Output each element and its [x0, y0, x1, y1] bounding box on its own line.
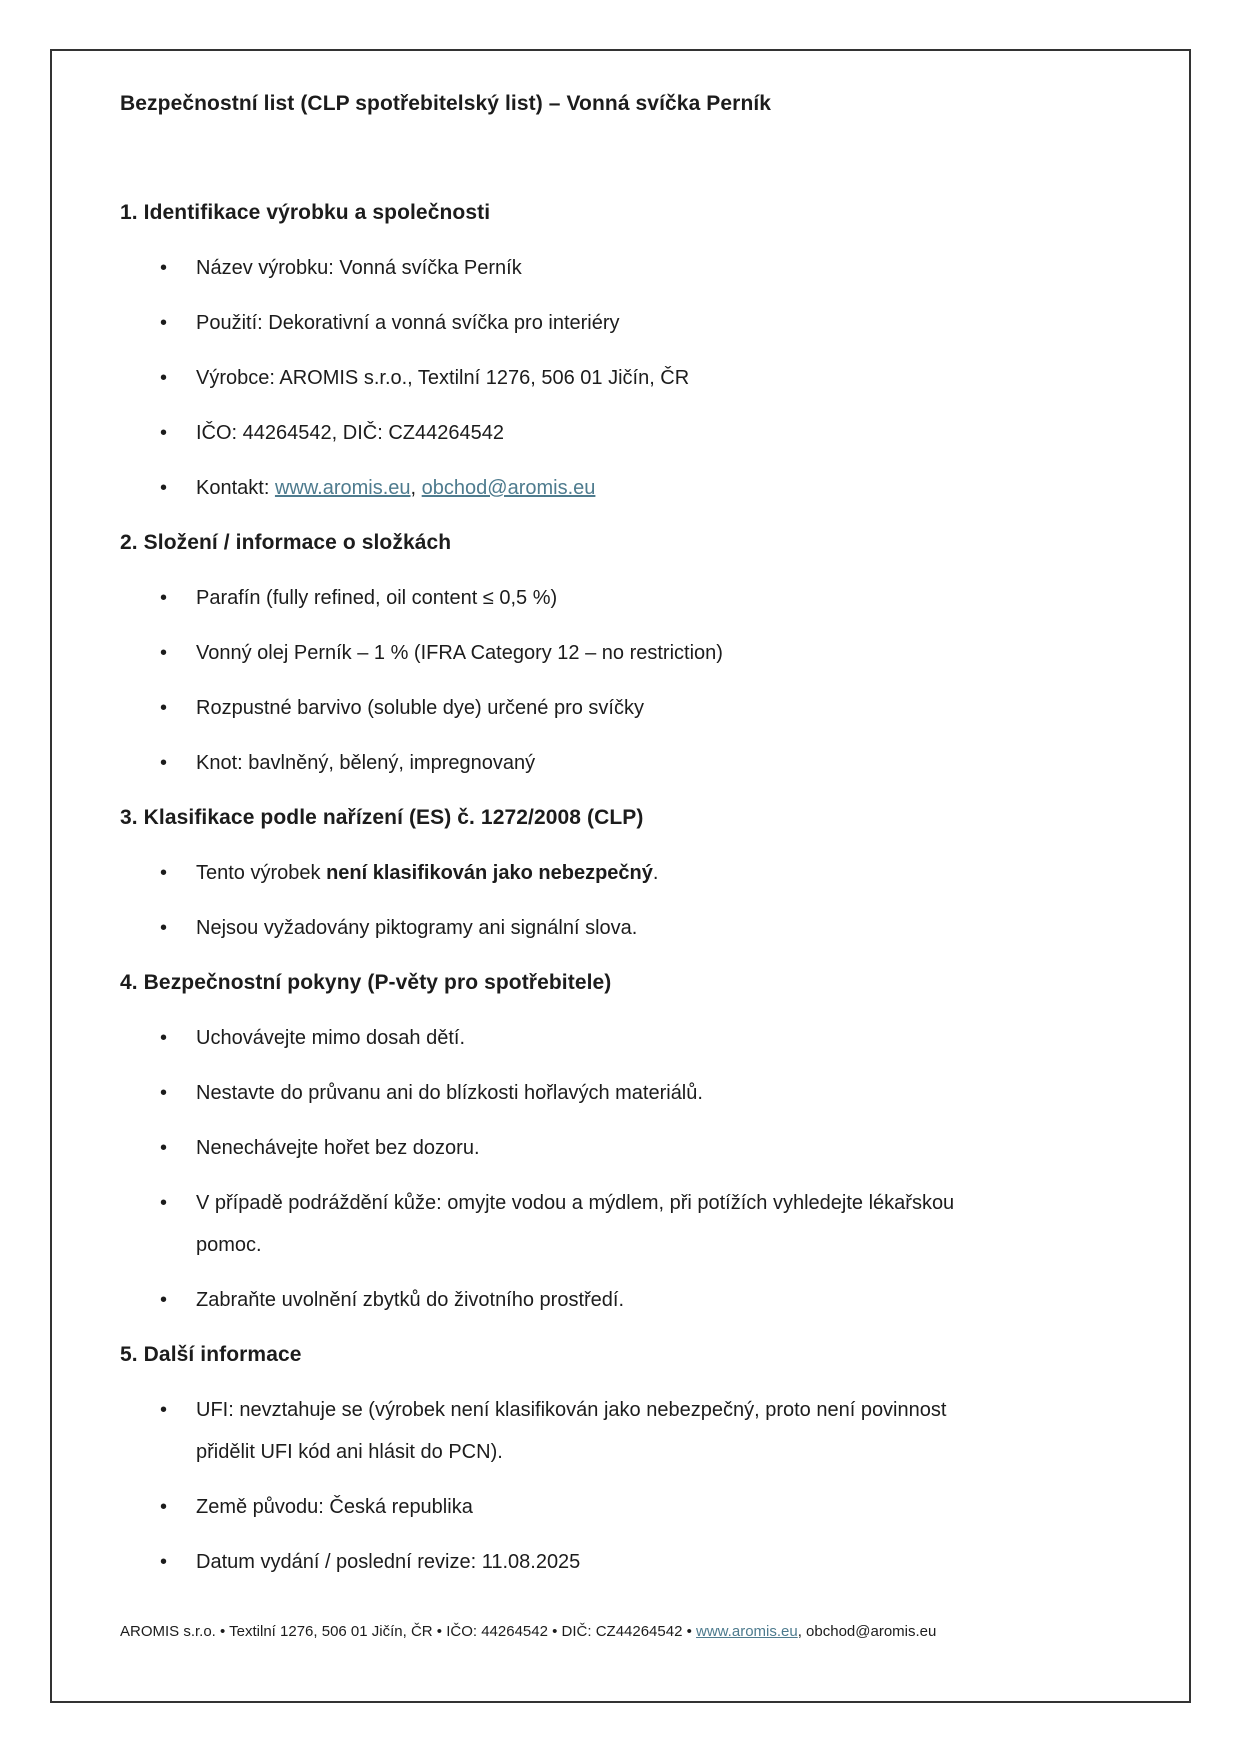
text-segment: Nestavte do průvanu ani do blízkosti hořlavých materiálů. — [196, 1082, 703, 1104]
text-segment: Kontakt: — [196, 477, 275, 499]
section-heading: 3. Klasifikace podle nařízení (ES) č. 1272/2008 (CLP) — [120, 806, 644, 829]
list-item — [120, 247, 1123, 289]
text-segment: Vonný olej Perník – 1 % (IFRA Category 12 – no restriction) — [196, 642, 723, 664]
section-heading: 2. Složení / informace o složkách — [120, 531, 452, 554]
text-segment: V případě podráždění kůže: omyjte vodou a mýdlem, při potížích vyhledejte lékařskou — [196, 1192, 955, 1214]
list-item — [120, 1279, 1123, 1321]
section-4 — [120, 962, 1123, 1321]
list-item — [120, 1017, 1123, 1059]
text-segment: IČO: 44264542, DIČ: CZ44264542 — [196, 422, 504, 444]
bullet-list — [120, 852, 1123, 949]
text-segment: Nejsou vyžadovány piktogramy ani signální slova. — [196, 917, 638, 939]
document-content — [52, 51, 1189, 1583]
bullet-list — [120, 577, 1123, 784]
section-5 — [120, 1334, 1123, 1583]
page-footer — [120, 1621, 1149, 1643]
text-segment: Rozpustné barvivo (soluble dye) určené pro svíčky — [196, 697, 644, 719]
section-1 — [120, 192, 1123, 509]
list-item — [120, 742, 1123, 784]
bullet-list — [120, 1389, 1123, 1583]
text-segment: , — [410, 477, 422, 499]
text-segment: není klasifikován jako nebezpečný — [326, 862, 653, 884]
text-segment: Parafín (fully refined, oil content ≤ 0,5 %) — [196, 587, 558, 609]
list-item — [120, 357, 1123, 399]
text-segment: Země původu: Česká republika — [196, 1496, 473, 1518]
section-heading: 5. Další informace — [120, 1343, 302, 1366]
text-segment: Nenechávejte hořet bez dozoru. — [196, 1137, 480, 1159]
section-3 — [120, 797, 1123, 949]
list-item — [120, 412, 1123, 454]
text-segment: . — [652, 862, 659, 884]
list-item — [120, 1182, 1123, 1266]
text-segment: Zabraňte uvolnění zbytků do životního prostředí. — [196, 1289, 625, 1311]
email-link[interactable]: obchod@aromis.eu — [421, 477, 596, 499]
text-segment: Uchovávejte mimo dosah dětí. — [196, 1027, 466, 1049]
list-item — [120, 577, 1123, 619]
text-segment: pomoc. — [196, 1234, 262, 1256]
document-page — [50, 49, 1191, 1703]
website-link-footer[interactable]: www.aromis.eu — [696, 1623, 798, 1640]
list-item — [120, 1389, 1123, 1473]
text-segment: Použití: Dekorativní a vonná svíčka pro interiéry — [196, 312, 620, 334]
text-segment: UFI: nevztahuje se (výrobek není klasifikován jako nebezpečný, proto není povinnost — [196, 1399, 947, 1421]
text-segment: Knot: bavlněný, bělený, impregnovaný — [196, 752, 536, 774]
text-segment: Tento výrobek — [196, 862, 327, 884]
text-segment: Název výrobku: Vonná svíčka Perník — [196, 257, 522, 279]
list-item — [120, 1072, 1123, 1114]
list-item — [120, 1486, 1123, 1528]
list-item — [120, 302, 1123, 344]
list-item — [120, 632, 1123, 674]
text-segment: AROMIS s.r.o. • Textilní 1276, 506 01 Jičín, ČR • IČO: 44264542 • DIČ: CZ44264542 • — [120, 1623, 697, 1640]
list-item — [120, 687, 1123, 729]
bullet-list — [120, 1017, 1123, 1321]
section-2 — [120, 522, 1123, 784]
list-item — [120, 907, 1123, 949]
list-item — [120, 1127, 1123, 1169]
text-segment: , obchod@aromis.eu — [797, 1623, 937, 1640]
website-link[interactable]: www.aromis.eu — [274, 477, 411, 499]
text-segment: Datum vydání / poslední revize: 11.08.2025 — [196, 1551, 581, 1573]
text-segment: Výrobce: AROMIS s.r.o., Textilní 1276, 506 01 Jičín, ČR — [196, 367, 690, 389]
sections-container — [120, 192, 1123, 1583]
bullet-list — [120, 247, 1123, 509]
text-segment: přidělit UFI kód ani hlásit do PCN). — [196, 1441, 503, 1463]
section-heading: 4. Bezpečnostní pokyny (P-věty pro spotřebitele) — [120, 971, 612, 994]
section-heading: 1. Identifikace výrobku a společnosti — [120, 201, 491, 224]
list-item — [120, 1541, 1123, 1583]
list-item — [120, 852, 1123, 894]
list-item — [120, 467, 1123, 509]
document-title: Bezpečnostní list (CLP spotřebitelský list) – Vonná svíčka Perník — [120, 92, 772, 115]
